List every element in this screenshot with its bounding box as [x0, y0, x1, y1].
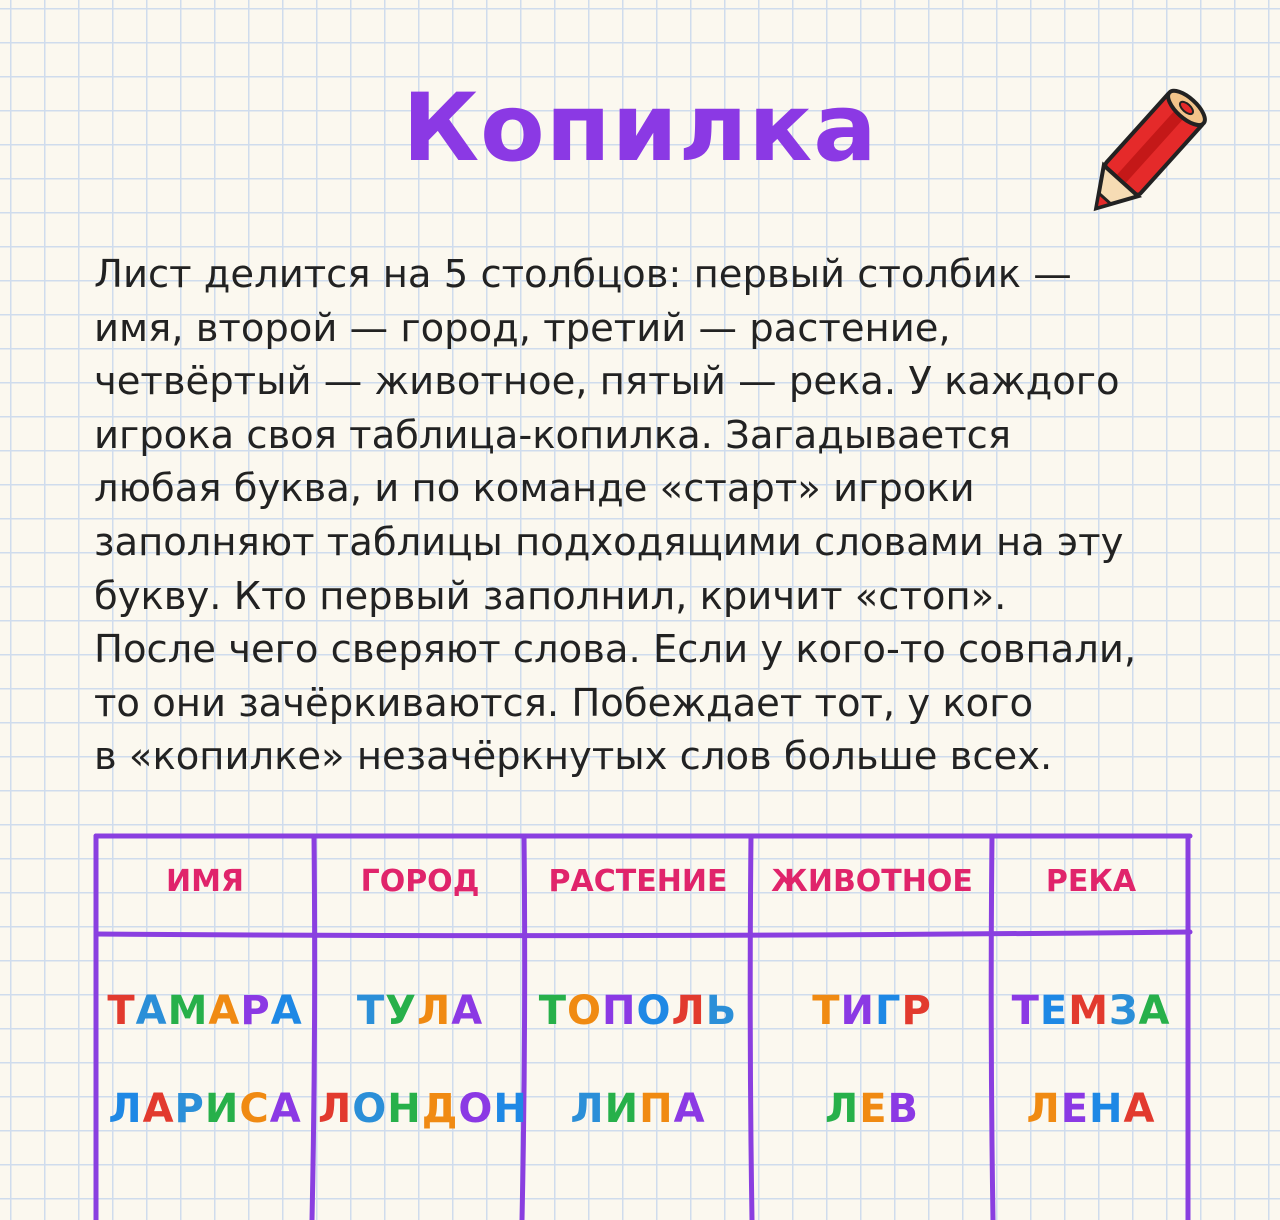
rules-line: четвёртый — животное, пятый — река. У каждого [94, 359, 1120, 405]
rules-line: в «копилке» незачёркнутых слов больше всех. [94, 734, 1053, 780]
rules-line: заполняют таблицы подходящими словами на эту [94, 519, 1124, 565]
cell-word: ТИГР [812, 988, 932, 1034]
cell-word: ТЕМЗА [1011, 988, 1171, 1034]
cell-word: ЛЕВ [824, 1086, 920, 1132]
page-title: Копилка [402, 74, 878, 183]
rules-text [94, 248, 1204, 784]
rules-line: любая буква, и по команде «старт» игроки [94, 466, 975, 512]
rules-line: После чего сверяют слова. Если у кого-то совпали, [94, 627, 1137, 673]
rules-line: игрока своя таблица-копилка. Загадывается [94, 412, 1011, 458]
header-plant: РАСТЕНИЕ [548, 864, 728, 899]
cell-word: ТАМАРА [107, 988, 303, 1034]
rules-line: то они зачёркиваются. Побеждает тот, у кого [94, 680, 1034, 726]
rules-line: букву. Кто первый заполнил, кричит «стоп». [94, 573, 1007, 619]
header-animal: ЖИВОТНОЕ [771, 864, 973, 899]
pencil-icon [1080, 82, 1210, 227]
header-river: РЕКА [1045, 864, 1137, 899]
header-name: ИМЯ [165, 864, 245, 899]
cell-word: ЛЕНА [1026, 1086, 1156, 1132]
rules-line: Лист делится на 5 столбцов: первый столбик — [94, 252, 1072, 297]
cell-word: ЛАРИСА [108, 1086, 302, 1132]
header-city: ГОРОД [360, 864, 480, 899]
cell-word: ЛОНДОН [318, 1086, 528, 1132]
cell-word: ТОПОЛЬ [538, 988, 738, 1034]
cell-word: ЛИПА [570, 1086, 706, 1132]
rules-line: имя, второй — город, третий — растение, [94, 305, 951, 351]
cell-word: ТУЛА [356, 988, 484, 1034]
